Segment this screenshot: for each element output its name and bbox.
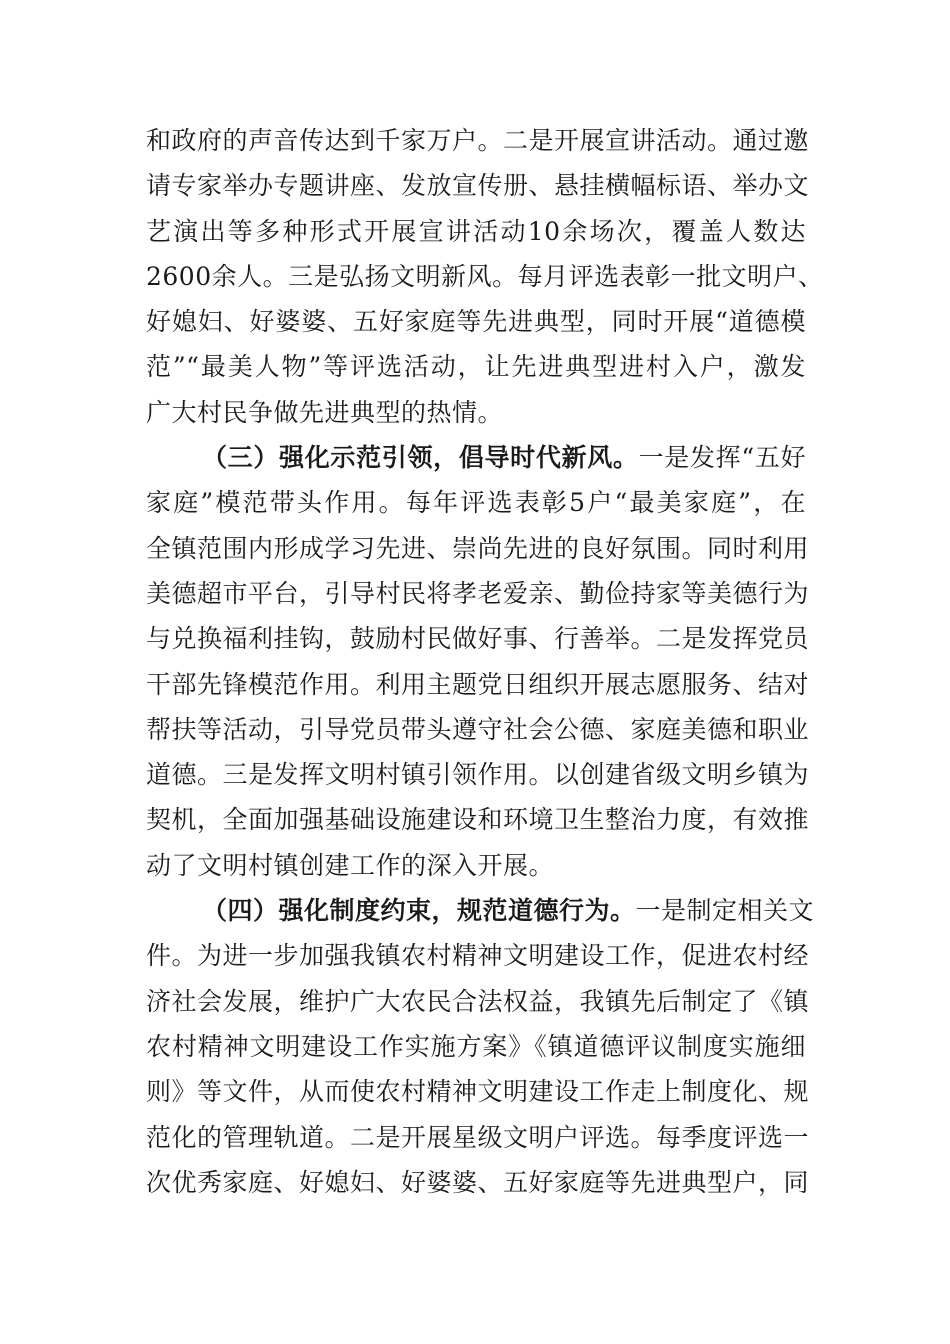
text-line: 好媳妇、好婆婆、五好家庭等先进典型，同时开展“道德模 [146, 307, 806, 337]
section-heading: （三）强化示范引领，倡导时代新风。 [202, 443, 639, 473]
text-line: 件。为进一步加强我镇农村精神文明建设工作，促进农村经 [146, 941, 810, 971]
text-line: 干部先锋模范作用。利用主题党日组织开展志愿服务、结对 [146, 669, 810, 699]
text-line: 全镇范围内形成学习先进、崇尚先进的良好氛围。同时利用 [146, 533, 810, 563]
text-line: 济社会发展，维护广大农民合法权益，我镇先后制定了《镇 [146, 986, 810, 1016]
text-line: 道德。三是发挥文明村镇引领作用。以创建省级文明乡镇为 [146, 760, 810, 790]
section-heading: （四）强化制度约束，规范道德行为。 [202, 896, 636, 926]
text-line: 2600余人。三是弘扬文明新风。每月评选表彰一批文明户、 [146, 261, 824, 291]
section-first-line-text: 一是制定相关文 [635, 896, 815, 926]
section-first-line-text: 一是发挥“五好 [638, 443, 806, 473]
section-first-line [146, 435, 806, 480]
text-line: 广大村民争做先进典型的热情。 [146, 397, 504, 427]
text-line: 艺演出等多种形式开展宣讲活动10余场次，覆盖人数达 [146, 216, 806, 246]
text-line: 农村精神文明建设工作实施方案》《镇道德评议制度实施细 [146, 1031, 806, 1061]
text-line: 和政府的声音传达到千家万户。二是开展宣讲活动。通过邀 [146, 126, 810, 155]
text-line: 美德超市平台，引导村民将孝老爱亲、勤俭持家等美德行为 [146, 578, 810, 608]
text-line: 家庭”模范带头作用。每年评选表彰5户“最美家庭”，在 [146, 488, 806, 518]
text-line: 与兑换福利挂钩，鼓励村民做好事、行善举。二是发挥党员 [146, 624, 810, 654]
text-line: 帮扶等活动，引导党员带头遵守社会公德、家庭美德和职业 [146, 714, 810, 744]
text-line: 则》等文件，从而使农村精神文明建设工作走上制度化、规 [146, 1077, 810, 1107]
text-line: 动了文明村镇创建工作的深入开展。 [146, 850, 555, 880]
text-line: 请专家举办专题讲座、发放宣传册、悬挂横幅标语、举办文 [146, 171, 810, 201]
body-text [146, 118, 824, 1205]
text-line: 契机，全面加强基础设施建设和环境卫生整治力度，有效推 [146, 805, 810, 835]
section-first-line [146, 888, 815, 933]
text-line: 次优秀家庭、好媳妇、好婆婆、五好家庭等先进典型户，同 [146, 1167, 810, 1197]
text-line: 范”“最美人物”等评选活动，让先进典型进村入户，激发 [146, 352, 806, 382]
text-line: 范化的管理轨道。二是开展星级文明户评选。每季度评选一 [146, 1122, 810, 1152]
